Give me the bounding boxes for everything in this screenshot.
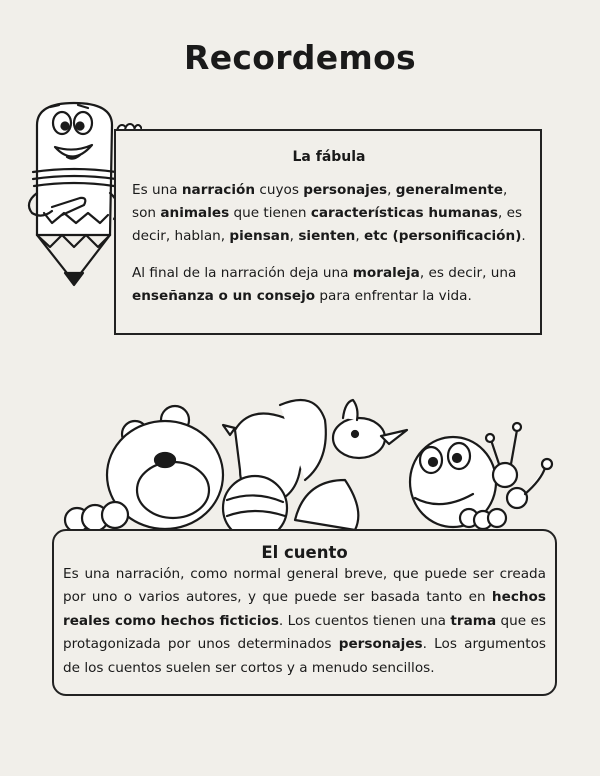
bold-text-run: trama <box>450 612 497 629</box>
text-run: , es decir, hablan, <box>132 205 523 244</box>
fable-paragraph-2 <box>132 262 526 308</box>
text-run: . <box>521 228 526 244</box>
bold-text-run: características humanas <box>310 205 498 221</box>
bold-text-run: piensan <box>229 228 290 244</box>
text-run: , es decir, una <box>419 265 517 281</box>
fable-title: La fábula <box>292 149 366 165</box>
story-paragraph <box>63 563 546 680</box>
bold-text-run: animales <box>160 205 230 221</box>
bold-text-run: moraleja <box>352 265 420 281</box>
text-run: , son <box>132 182 508 221</box>
bold-text-run: personajes <box>338 636 423 653</box>
text-run: Es una <box>132 182 182 198</box>
bold-text-run: hechos reales como hechos ficticios <box>63 589 546 629</box>
bold-text-run: etc (personificación) <box>364 228 522 244</box>
text-run: , <box>289 228 299 244</box>
bold-text-run: narración <box>181 182 256 198</box>
bold-text-run: personajes <box>303 182 388 198</box>
text-run: cuyos <box>255 182 304 198</box>
fable-box <box>114 129 542 335</box>
fable-paragraph-1 <box>132 179 526 248</box>
bold-text-run: generalmente <box>395 182 503 198</box>
bold-text-run: enseñanza o un consejo <box>132 288 316 304</box>
bold-text-run: sienten <box>298 228 356 244</box>
text-run: . Los argumentos de los cuentos suelen ser cortos y a menudo sencillos. <box>63 636 546 676</box>
text-run: que tienen <box>229 205 311 221</box>
text-run: Es una narración, como normal general breve, que puede ser creada por uno o varios autores, y que puede ser basada tanto en <box>63 566 546 606</box>
animals-illustration-icon <box>55 390 560 540</box>
text-run: que es protagonizada por unos determinados <box>63 612 546 653</box>
text-run: . Los cuentos tienen una <box>278 612 451 629</box>
page-title: Recordemos <box>183 38 416 77</box>
story-title: El cuento <box>261 543 348 562</box>
text-run: , <box>355 228 365 244</box>
story-box <box>52 529 557 696</box>
text-run: Al final de la narración deja una <box>132 265 353 281</box>
text-run: para enfrentar la vida. <box>315 288 472 304</box>
text-run: , <box>387 182 396 198</box>
